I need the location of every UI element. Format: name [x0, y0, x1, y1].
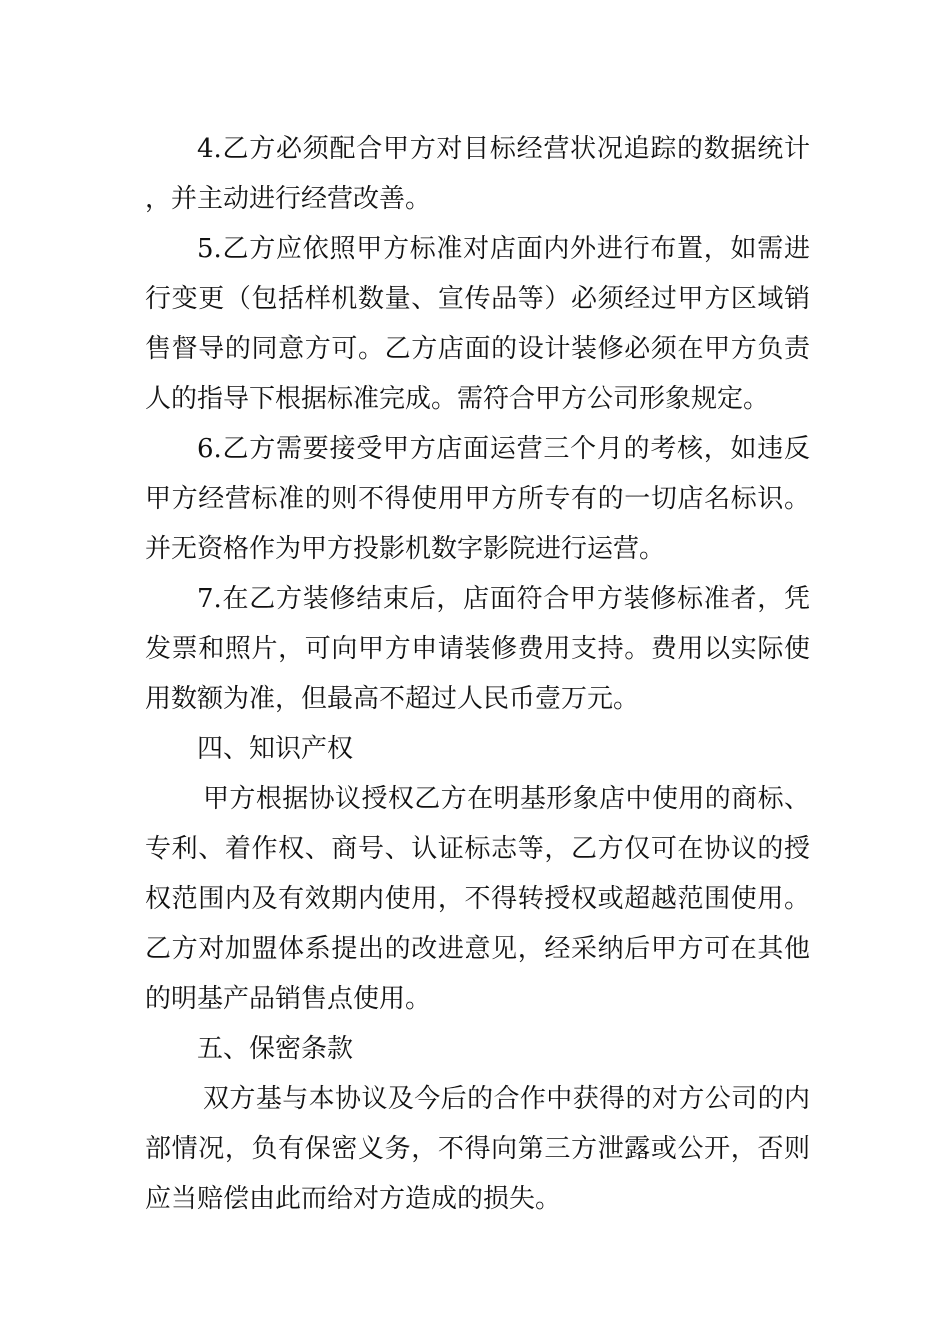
- section-body-confidentiality: 双方基与本协议及今后的合作中获得的对方公司的内部情况，负有保密义务，不得向第三方泄露或公开，否则应当赔偿由此而给对方造成的损失。: [145, 1084, 810, 1214]
- clause-7: 7.在乙方装修结束后，店面符合甲方装修标准者，凭发票和照片，可向甲方申请装修费用支持。费用以实际使用数额为准，但最高不超过人民币壹万元。: [145, 584, 810, 714]
- document-body: [145, 124, 810, 1224]
- clause-4: 4.乙方必须配合甲方对目标经营状况追踪的数据统计，并主动进行经营改善。: [145, 134, 810, 214]
- section-body-ip: 甲方根据协议授权乙方在明基形象店中使用的商标、专利、着作权、商号、认证标志等，乙方仅可在协议的授权范围内及有效期内使用，不得转授权或超越范围使用。乙方对加盟体系提出的改进意见，经采纳后甲方可在其他的明基产品销售点使用。: [145, 784, 810, 1014]
- section-heading-confidentiality: 五、保密条款: [197, 1034, 354, 1064]
- clause-6: 6.乙方需要接受甲方店面运营三个月的考核，如违反甲方经营标准的则不得使用甲方所专有的一切店名标识。并无资格作为甲方投影机数字影院进行运营。: [145, 434, 810, 564]
- section-heading-ip: 四、知识产权: [197, 734, 354, 764]
- clause-5: 5.乙方应依照甲方标准对店面内外进行布置，如需进行变更（包括样机数量、宣传品等）必须经过甲方区域销售督导的同意方可。乙方店面的设计装修必须在甲方负责人的指导下根据标准完成。需符合甲方公司形象规定。: [145, 234, 810, 414]
